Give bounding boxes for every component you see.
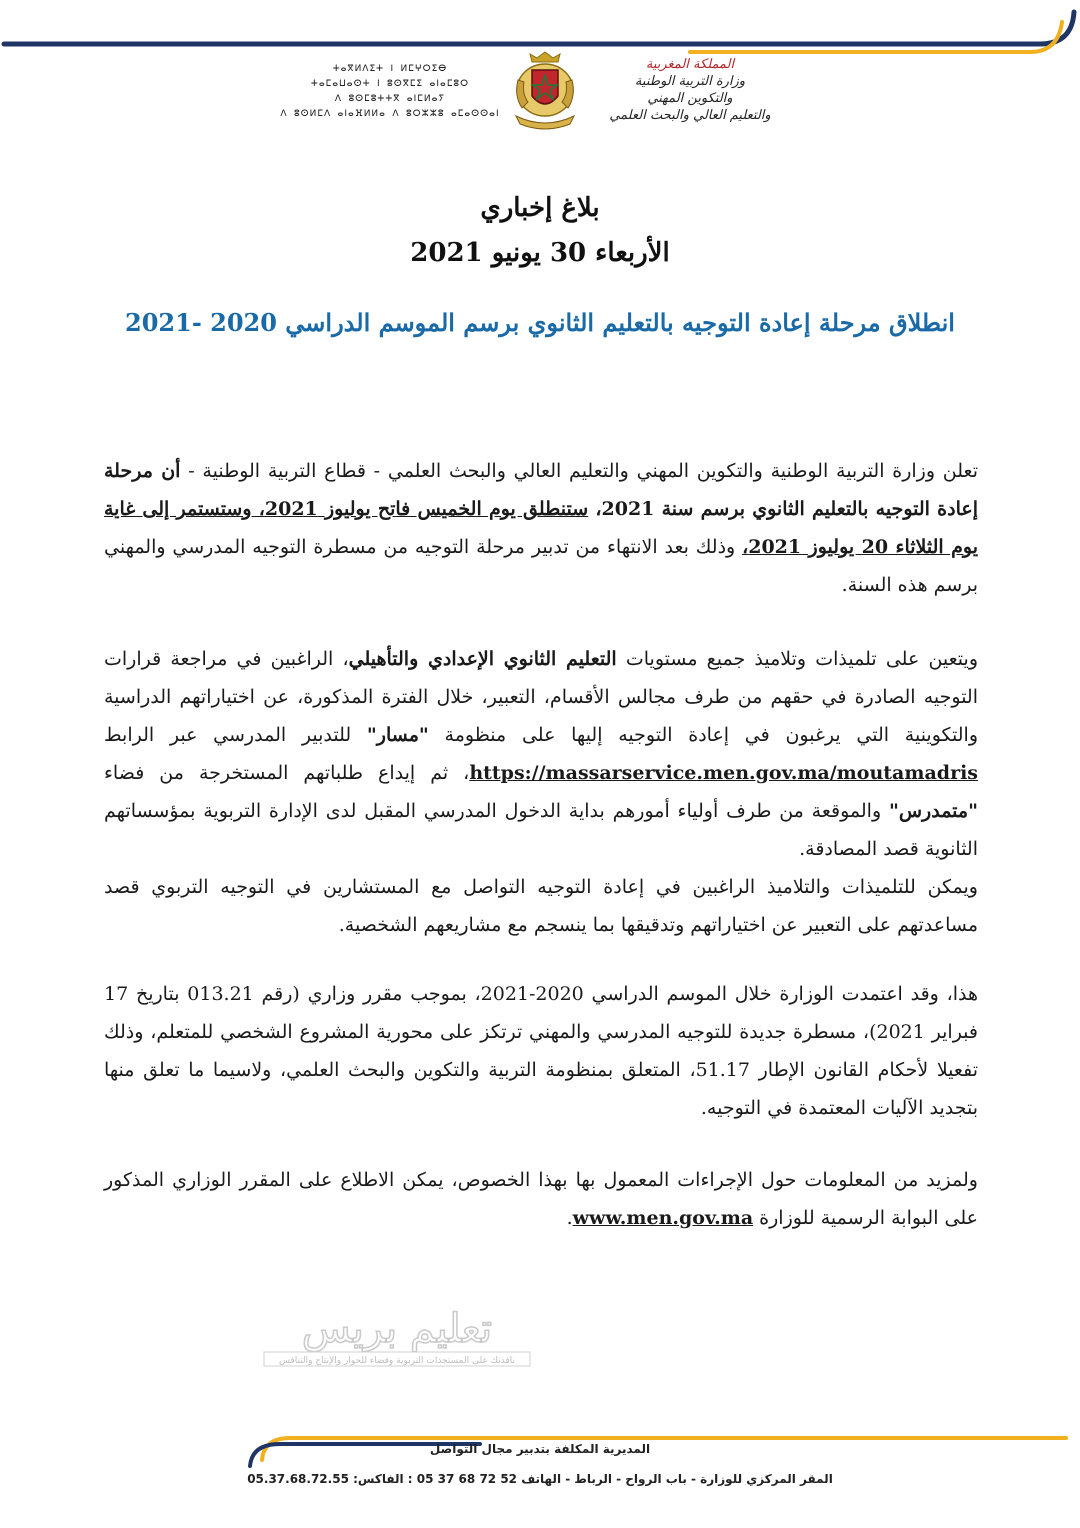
ministry-name-arabic — [580, 56, 800, 124]
p2-massar: "مسار" — [366, 724, 429, 746]
paragraph-4: هذا، وقد اعتمدت الوزارة خلال الموسم الدراسي 2020-2021، بموجب مقرر وزاري (رقم 013.21 بتاريخ 17 فبراير 2021)، مسطرة جديدة للتوجيه المدرسي والمهني ترتكز على محورية المشروع الشخصي للمتعلم، وذلك تفعيلا لأحكام القانون الإطار 51.17، المتعلق بمنظومة التربية والتكوين والبحث العلمي، ولاسيما ما تعلق منها بتجديد الآليات المعتمدة في التوجيه. — [104, 983, 978, 1119]
document-date: الأربعاء 30 يونيو 2021 — [410, 238, 670, 268]
tifinagh-line: ⵜⴰⴳⵍⴷⵉⵜ ⵏ ⵍⵎⵖⵔⵉⴱ — [332, 64, 448, 74]
p2-text: ويتعين على تلميذات وتلاميذ جميع مستويات — [616, 648, 979, 670]
p1-text: تعلن وزارة التربية الوطنية والتكوين المهني والتعليم العالي والبحث العلمي - قطاع التربية الوطنية - — [180, 460, 978, 482]
tifinagh-line: ⴷ ⵓⵙⵎⵓⵜⵜⴳ ⴰⵏⵎⵍⴰⵢ — [334, 94, 446, 104]
p2-text: ، الراغبين في مراجعة قرارات التوجيه الصادرة في حقهم من طرف مجالس الأقسام، التعبير، خلال الفترة المذكورة، عن اختياراتهم الدراسية والتكوينية التي يرغبون في إعادة التوجيه إليها على منظومة — [104, 648, 978, 746]
watermark-logo-text: تعليم بريس — [301, 1306, 493, 1352]
p2-text-end: والموقعة من طرف أولياء أمورهم بداية الدخول المدرسي المقبل لدى الإدارة التربوية بمؤسساتهم الثانوية قصد المصادقة. — [104, 800, 978, 860]
p5-end: . — [566, 1207, 573, 1229]
p1-dates: ستنطلق يوم الخميس فاتح يوليوز 2021، وستستمر إلى غاية يوم الثلاثاء 20 يوليوز 2021، — [104, 498, 978, 558]
p5-text: ولمزيد من المعلومات حول الإجراءات المعمول بها بهذا الخصوص، يمكن الاطلاع على المقرر الوزاري المذكور على البوابة الرسمية للوزارة — [104, 1169, 978, 1229]
tifinagh-line: ⴷ ⵓⵙⵍⵎⴷ ⴰⵏⴰⴼⵍⵍⴰ ⴷ ⵓⵔⵣⵣⵓ ⴰⵎⴰⵙⵙⴰⵏ — [280, 109, 500, 119]
p2-text: للتدبير المدرسي عبر الرابط — [104, 724, 367, 746]
footer-directorate: المديرية المكلفة بتدبير مجال التواصل — [429, 1442, 651, 1456]
p2-levels: التعليم الثانوي الإعدادي والتأهيلي — [348, 648, 617, 670]
arabic-header-line: والتعليم العالي والبحث العلمي — [609, 108, 771, 123]
moroccan-coat-of-arms-icon — [508, 50, 582, 132]
watermark-tagline: نافذتك على المستجدات التربوية وفضاء للحوار والإنتاج والتنافس — [278, 1356, 516, 1366]
announcement-headline: انطلاق مرحلة إعادة التوجيه بالتعليم الثانوي برسم الموسم الدراسي 2020 -2021 — [125, 308, 955, 337]
document-title: بلاغ إخباري — [480, 193, 600, 223]
arabic-header-line: والتكوين المهني — [647, 91, 733, 106]
arabic-header-line: وزارة التربية الوطنية — [634, 74, 746, 89]
paragraph-3: ويمكن للتلميذات والتلاميذ الراغبين في إعادة التوجيه التواصل مع المستشارين في التوجيه التربوي قصد مساعدتهم على التعبير عن اختياراتهم وتدقيقها بما ينسجم مع مشاريعهم الشخصية. — [104, 876, 978, 936]
paragraph-2 — [104, 640, 978, 868]
p1-text-end: وذلك بعد الانتهاء من تدبير مرحلة التوجيه من مسطرة التوجيه المدرسي والمهني برسم هذه السنة. — [104, 536, 978, 596]
p2-moutamadris: "متمدرس" — [888, 800, 978, 822]
watermark-logo — [262, 1290, 532, 1390]
paragraph-1 — [104, 452, 978, 604]
massar-service-link[interactable]: https://massarservice.men.gov.ma/moutamadris — [469, 762, 978, 784]
footer-contact: المقر المركزي للوزارة - باب الرواح - الرباط - الهاتف 52 72 68 37 05 : الفاكس: 05.37.68.72.55 — [247, 1472, 833, 1486]
ministry-name-tifinagh — [280, 62, 500, 122]
tifinagh-line: ⵜⴰⵎⴰⵡⴰⵙⵜ ⵏ ⵓⵙⴳⵎⵉ ⴰⵏⴰⵎⵓⵔ — [310, 79, 470, 89]
arabic-header-line: المملكة المغربية — [645, 57, 735, 72]
p2-text: ، ثم إيداع طلباتهم المستخرجة من فضاء — [104, 762, 470, 784]
paragraph-5 — [104, 1161, 978, 1237]
p1-bold: أن مرحلة إعادة التوجيه بالتعليم الثانوي برسم سنة 2021، — [104, 460, 978, 520]
ministry-website-link[interactable]: www.men.gov.ma — [572, 1207, 754, 1229]
